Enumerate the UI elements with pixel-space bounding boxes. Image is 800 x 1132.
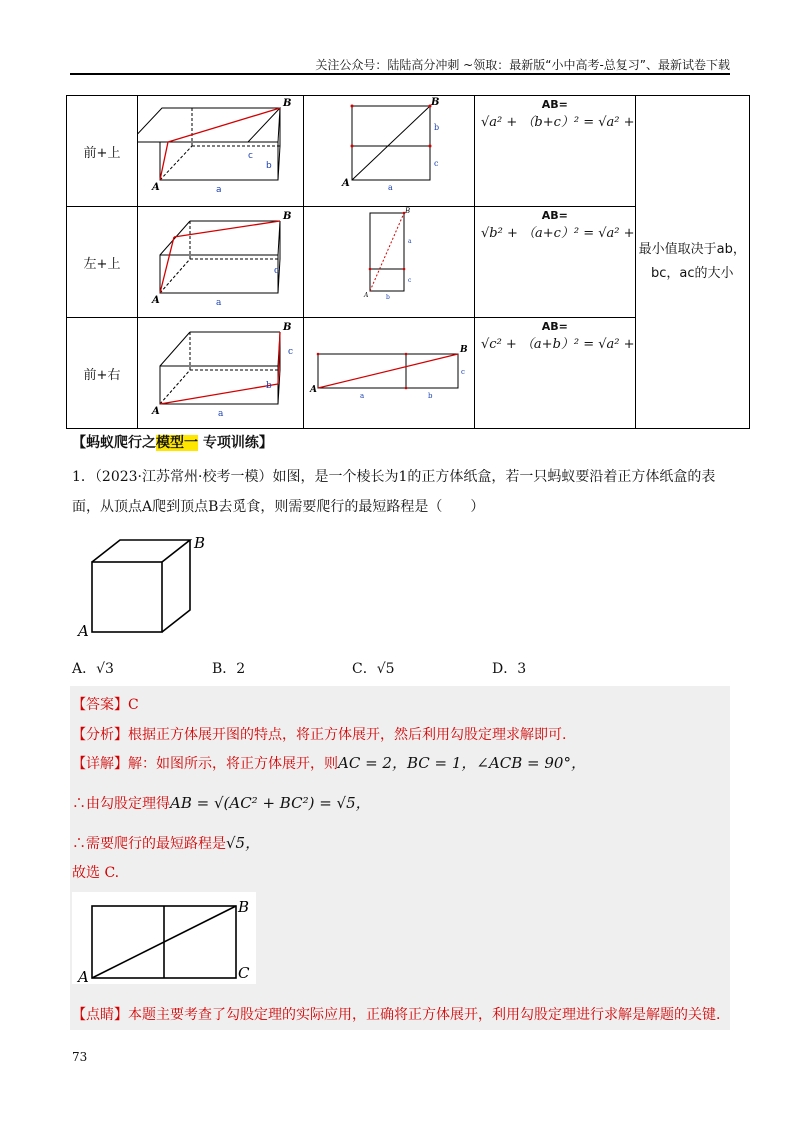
analysis-label: 【分析】 <box>72 727 128 743</box>
detail-math: AC = 2，BC = 1，∠ACB = 90°， <box>338 754 586 772</box>
conclusion-line: 故选 C. <box>72 865 120 881</box>
net-figure <box>304 96 474 206</box>
option-value: 2 <box>236 661 246 677</box>
option-value: √3 <box>96 661 114 677</box>
formula-cell <box>475 207 636 318</box>
formula-expression: √a² + （b+c）² = √a² + <box>481 115 635 130</box>
question-source: （2023·江苏常州·校考一模） <box>94 469 273 485</box>
comment-label: 【点睛】 <box>72 1007 128 1023</box>
box-figure <box>138 207 303 317</box>
row-label: 左+上 <box>67 207 138 318</box>
formula-title: AB= <box>541 209 568 222</box>
option-letter: A． <box>72 661 97 677</box>
edge-c-label: c <box>248 151 253 161</box>
box-figure <box>138 96 303 206</box>
edge-c-label: c <box>408 277 412 284</box>
vertex-a-label: A <box>364 292 369 299</box>
vertex-a-label: A <box>152 406 160 417</box>
box-figure <box>138 318 303 428</box>
vertex-b-label: B <box>431 97 440 108</box>
analysis-text: 根据正方体展开图的特点，将正方体展开，然后利用勾股定理求解即可. <box>128 727 567 743</box>
formula-title: AB= <box>541 320 568 333</box>
option-letter: D． <box>492 661 518 677</box>
vertex-c-label: C <box>238 964 250 982</box>
edge-a-label: a <box>216 298 222 308</box>
vertex-a-label: A <box>310 385 317 395</box>
detail-label: 【详解】 <box>72 756 128 772</box>
vertex-b-label: B <box>194 534 206 552</box>
option-a[interactable] <box>72 658 114 678</box>
vertex-a-label: A <box>152 295 160 306</box>
option-letter: B． <box>212 661 237 677</box>
vertex-b-label: B <box>283 322 292 333</box>
answer-label: 【答案】 <box>72 697 128 713</box>
section-title-suffix: 专项训练】 <box>198 435 273 451</box>
box-figure-cell <box>138 318 304 429</box>
table-row <box>67 96 750 207</box>
edge-a-label: a <box>360 392 365 400</box>
detail-text: 解：如图所示，将正方体展开，则 <box>128 756 338 772</box>
edge-c-label: c <box>461 368 465 376</box>
net-figure-cell <box>304 96 475 207</box>
vertex-a-label: A <box>152 182 160 193</box>
box-figure-cell <box>138 96 304 207</box>
edge-c-label: c <box>434 159 439 168</box>
vertex-b-label: B <box>460 345 468 355</box>
edge-a-label: a <box>408 238 412 245</box>
step3-math: √5， <box>226 834 261 852</box>
net-figure <box>304 318 474 428</box>
option-c[interactable] <box>352 658 395 678</box>
detail-line <box>72 752 586 773</box>
option-value: 3 <box>517 661 527 677</box>
option-b[interactable] <box>212 658 245 678</box>
section-title-prefix: 【蚂蚁爬行之 <box>72 435 156 451</box>
answer-line <box>72 694 139 714</box>
edge-b-label: b <box>428 392 433 400</box>
vertex-b-label: B <box>283 98 292 109</box>
formula-cell <box>475 318 636 429</box>
vertex-a-label: A <box>342 178 350 189</box>
option-value: √5 <box>376 661 395 677</box>
formula-title: AB= <box>541 98 568 111</box>
step3-text: ∴需要爬行的最短路程是 <box>72 836 226 852</box>
row-label: 前+上 <box>67 96 138 207</box>
edge-b-label: b <box>266 381 272 391</box>
models-table <box>66 95 750 429</box>
edge-a-label: a <box>388 183 393 192</box>
option-d[interactable] <box>492 658 526 678</box>
step2-math: AB = √(AC² + BC²) = √5， <box>170 794 371 812</box>
vertex-b-label: B <box>283 211 292 222</box>
page-header: 关注公众号：陆陆高分冲刺 ~领取：最新版“小中高考-总复习”、最新试卷下载 <box>315 58 730 72</box>
option-letter: C． <box>352 661 377 677</box>
answer-value: C <box>128 697 139 713</box>
step3-line <box>72 832 260 853</box>
step2-line <box>72 792 371 813</box>
page-number: 73 <box>72 1050 88 1064</box>
edge-b-label: b <box>266 161 272 171</box>
edge-c-label: c <box>288 347 294 357</box>
vertex-b-label: B <box>238 898 250 916</box>
header-rule <box>70 73 730 75</box>
question-text-line1: 如图，是一个棱长为1的正方体纸盒，若一只蚂蚁要沿着正方体纸盒的表 <box>272 469 716 485</box>
net-figure <box>304 207 474 317</box>
edge-a-label: a <box>218 409 224 419</box>
edge-c-label: c <box>274 266 280 276</box>
analysis-line <box>72 724 566 744</box>
question-1 <box>72 462 732 522</box>
vertex-a-label: A <box>78 968 89 984</box>
formula-expression: √b² + （a+c）² = √a² + <box>481 226 635 241</box>
step2-text: ∴由勾股定理得 <box>72 796 170 812</box>
note-cell: 最小值取决于ab，bc，ac的大小 <box>635 96 749 429</box>
comment-text: 本题主要考查了勾股定理的实际应用，正确将正方体展开，利用勾股定理进行求解是解题的关键. <box>128 1007 721 1023</box>
section-title <box>72 432 273 452</box>
edge-b-label: b <box>434 123 440 132</box>
formula-cell <box>475 96 636 207</box>
row-label: 前+右 <box>67 318 138 429</box>
formula-expression: √c² + （a+b）² = √a² + <box>481 337 635 352</box>
net-figure-cell <box>304 207 475 318</box>
cube-figure <box>72 532 222 642</box>
question-number: 1． <box>72 469 95 485</box>
edge-b-label: b <box>386 294 390 301</box>
question-text-line2: 面，从顶点A爬到顶点B去觅食，则需要爬行的最短路程是（ ） <box>72 499 485 515</box>
net-figure-cell <box>304 318 475 429</box>
edge-a-label: a <box>216 185 222 195</box>
vertex-b-label: B <box>405 207 411 215</box>
vertex-a-label: A <box>78 622 89 640</box>
section-title-highlight: 模型一 <box>156 435 198 451</box>
solution-figure <box>72 892 256 984</box>
comment-line <box>72 1004 720 1024</box>
box-figure-cell <box>138 207 304 318</box>
